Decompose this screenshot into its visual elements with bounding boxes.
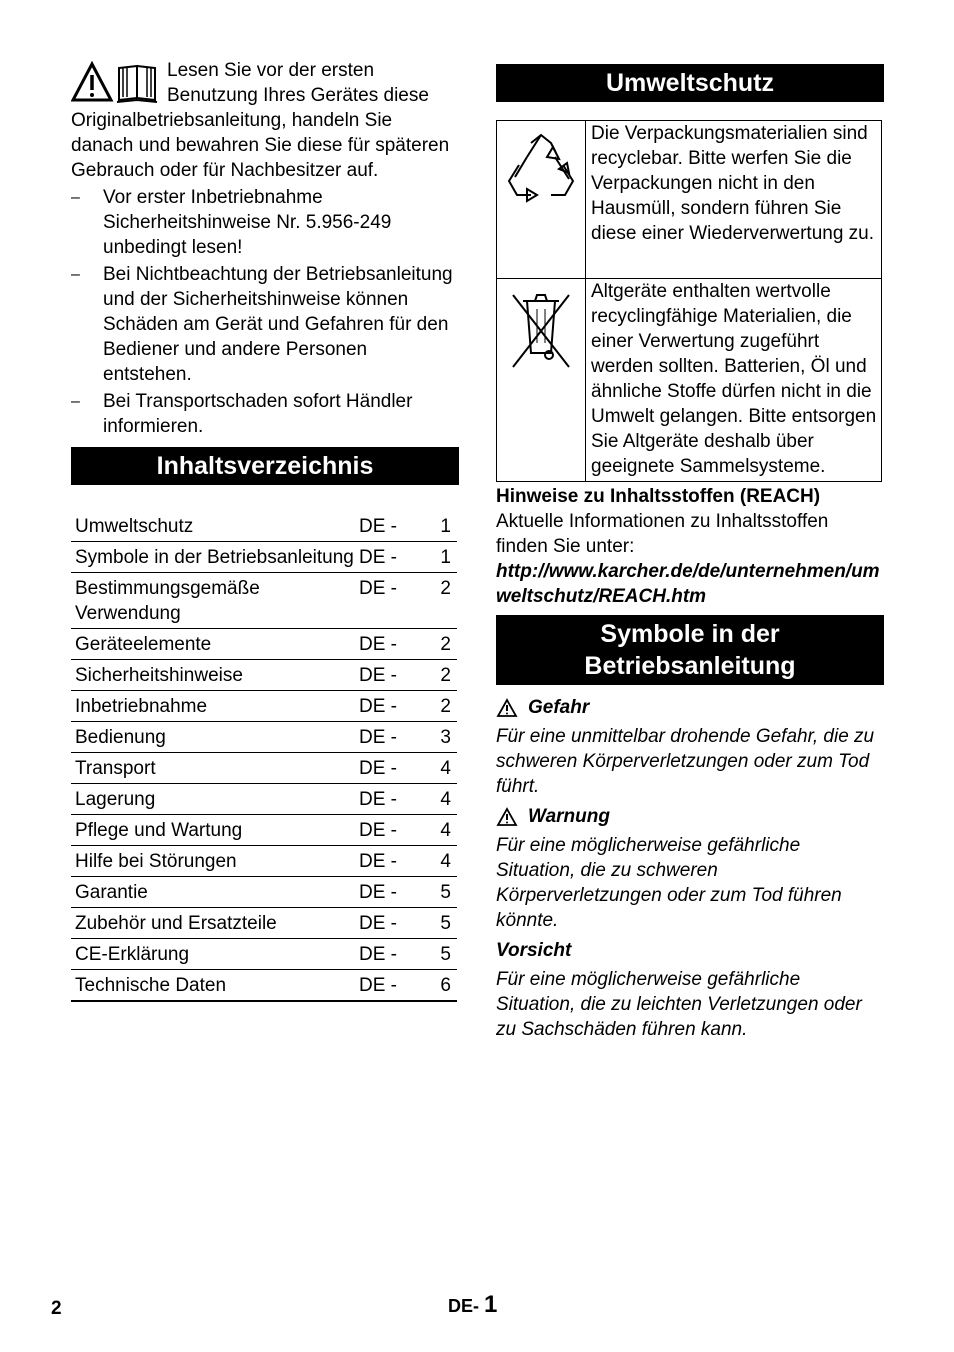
bullet-dash: – <box>71 266 80 283</box>
intro-bullet <box>71 389 459 439</box>
footer-sep: - <box>473 1296 480 1316</box>
vorsicht-label: Vorsicht <box>496 940 572 961</box>
warnung-label: Warnung <box>528 806 610 827</box>
weee-icon-cell <box>497 279 586 482</box>
toc-row[interactable] <box>71 908 457 939</box>
toc-entry-prefix: DE - <box>359 882 397 903</box>
intro-bullet <box>71 262 459 387</box>
toc-entry-title: Transport <box>75 758 156 779</box>
reach-text: Aktuelle Informationen zu Inhaltsstoffen finden Sie unter: <box>496 511 829 557</box>
reach-url[interactable]: http://www.karcher.de/de/unternehmen/umweltschutz/REACH.htm <box>496 561 880 607</box>
toc-entry-page: 1 <box>440 516 451 537</box>
recycle-text: Die Verpackungsmaterialien sind recyclebar. Bitte werfen Sie die Verpackungen nicht in den Hausmüll, sondern führen Sie diese einer Wiederverwertung zu. <box>586 121 882 279</box>
toc-row[interactable] <box>71 753 457 784</box>
toc-row[interactable] <box>71 784 457 815</box>
warning-triangle-icon <box>496 698 518 718</box>
toc-row[interactable] <box>71 815 457 846</box>
toc-table <box>71 511 457 1002</box>
toc-row[interactable] <box>71 691 457 722</box>
toc-entry-prefix: DE - <box>359 634 397 655</box>
toc-entry-title: Umweltschutz <box>75 516 194 537</box>
toc-entry-title: Zubehör und Ersatzteile <box>75 913 277 934</box>
toc-entry-page: 2 <box>440 634 451 655</box>
toc-entry-page: 4 <box>440 789 451 810</box>
toc-entry-page: 4 <box>440 820 451 841</box>
toc-row[interactable] <box>71 846 457 877</box>
right-column <box>496 64 884 1042</box>
toc-heading: Inhaltsverzeichnis <box>71 447 459 485</box>
recycle-icon-cell <box>497 121 586 279</box>
toc-entry-prefix: DE - <box>359 547 397 568</box>
page-number: 2 <box>51 1298 62 1319</box>
toc-entry-prefix: DE - <box>359 913 397 934</box>
toc-entry-title: Sicherheitshinweise <box>75 665 243 686</box>
gefahr-text: Für eine unmittelbar drohende Gefahr, die zu schweren Körperverletzungen oder zum Tod führt. <box>496 726 875 797</box>
toc-entry-title: Technische Daten <box>75 975 227 996</box>
toc-entry-page: 5 <box>440 913 451 934</box>
warnung-heading <box>496 804 884 829</box>
recycle-row <box>497 121 882 279</box>
toc-entry-title: Inbetriebnahme <box>75 696 208 717</box>
toc-entry-prefix: DE - <box>359 789 397 810</box>
toc-entry-page: 4 <box>440 851 451 872</box>
toc-row[interactable] <box>71 542 457 573</box>
toc-entry-title: Lagerung <box>75 789 156 810</box>
bullet-dash: – <box>71 393 80 410</box>
weee-row <box>497 279 882 482</box>
intro-text: Lesen Sie vor der ersten Benutzung Ihres Gerätes diese Originalbetriebsanleitung, handeln Sie danach und bewahren Sie diese für späteren Gebrauch oder für Nachbesitzer auf. <box>71 60 450 181</box>
toc-row[interactable] <box>71 970 457 1002</box>
toc-entry-title: Garantie <box>75 882 148 903</box>
toc-entry-page: 2 <box>440 578 451 599</box>
bullet-text: Vor erster Inbetriebnahme Sicherheitshinweise Nr. 5.956-249 unbedingt lesen! <box>103 187 392 258</box>
toc-entry-page: 1 <box>440 547 451 568</box>
toc-entry-prefix: DE - <box>359 516 397 537</box>
toc-row[interactable] <box>71 511 457 542</box>
symbols-heading <box>496 615 884 685</box>
toc-row[interactable] <box>71 722 457 753</box>
crossed-bin-icon <box>497 279 585 379</box>
toc-entry-page: 6 <box>440 975 451 996</box>
toc-row[interactable] <box>71 877 457 908</box>
footer-lang-page: 1 <box>484 1291 498 1318</box>
bullet-text: Bei Transportschaden sofort Händler informieren. <box>103 391 413 437</box>
toc-entry-title: CE-Erklärung <box>75 944 190 965</box>
toc-entry-prefix: DE - <box>359 851 397 872</box>
symbols-heading-line2: Betriebsanleitung <box>584 652 796 680</box>
bullet-dash: – <box>71 189 80 206</box>
reach-title: Hinweise zu Inhaltsstoffen (REACH) <box>496 486 821 507</box>
toc-row[interactable] <box>71 573 457 629</box>
toc-entry-prefix: DE - <box>359 578 397 599</box>
toc-entry-page: 3 <box>440 727 451 748</box>
toc-entry-page: 2 <box>440 665 451 686</box>
toc-entry-page: 2 <box>440 696 451 717</box>
warning-manual-icon <box>71 60 157 104</box>
gefahr-label: Gefahr <box>528 697 590 718</box>
environment-heading: Umweltschutz <box>496 64 884 102</box>
intro-icons <box>71 60 157 106</box>
environment-table <box>496 120 882 482</box>
toc-entry-title: Bestimmungsgemäße Verwendung <box>75 578 260 624</box>
recycle-icon <box>497 121 585 271</box>
toc-entry-title: Pflege und Wartung <box>75 820 243 841</box>
toc-entry-title: Hilfe bei Störungen <box>75 851 237 872</box>
toc-entry-page: 5 <box>440 882 451 903</box>
toc-entry-prefix: DE - <box>359 665 397 686</box>
toc-entry-title: Bedienung <box>75 727 166 748</box>
toc-row[interactable] <box>71 660 457 691</box>
toc-row[interactable] <box>71 629 457 660</box>
bullet-text: Bei Nichtbeachtung der Betriebsanleitung und der Sicherheitshinweise können Schäden am Gerät und Gefahren für den Bediener und andere Personen entstehen. <box>103 264 453 385</box>
gefahr-heading <box>496 695 884 720</box>
footer-lang: DE <box>448 1296 474 1316</box>
footer-page-ref <box>448 1292 497 1319</box>
toc-entry-title: Symbole in der Betriebsanleitung <box>75 547 354 568</box>
left-column <box>71 58 459 1002</box>
toc-entry-prefix: DE - <box>359 820 397 841</box>
vorsicht-text: Für eine möglicherweise gefährliche Situation, die zu leichten Verletzungen oder zu Sachschäden führen kann. <box>496 969 862 1040</box>
toc-entry-page: 4 <box>440 758 451 779</box>
toc-entry-prefix: DE - <box>359 944 397 965</box>
toc-entry-prefix: DE - <box>359 727 397 748</box>
toc-entry-prefix: DE - <box>359 975 397 996</box>
toc-entry-prefix: DE - <box>359 696 397 717</box>
toc-entry-prefix: DE - <box>359 758 397 779</box>
weee-text: Altgeräte enthalten wertvolle recyclingfähige Materialien, die einer Verwertung zugeführt werden sollten. Batterien, Öl und ähnliche Stoffe dürfen nicht in die Umwelt gelangen. Bitte entsorgen Sie Altgeräte deshalb über geeignete Sammelsysteme. <box>586 279 882 482</box>
intro-bullet <box>71 185 459 260</box>
symbols-heading-line1: Symbole in der <box>600 620 780 648</box>
toc-entry-title: Geräteelemente <box>75 634 212 655</box>
toc-entry-page: 5 <box>440 944 451 965</box>
warnung-text: Für eine möglicherweise gefährliche Situation, die zu schweren Körperverletzungen oder zum Tod führen könnte. <box>496 835 842 931</box>
warning-triangle-icon <box>496 807 518 827</box>
toc-row[interactable] <box>71 939 457 970</box>
